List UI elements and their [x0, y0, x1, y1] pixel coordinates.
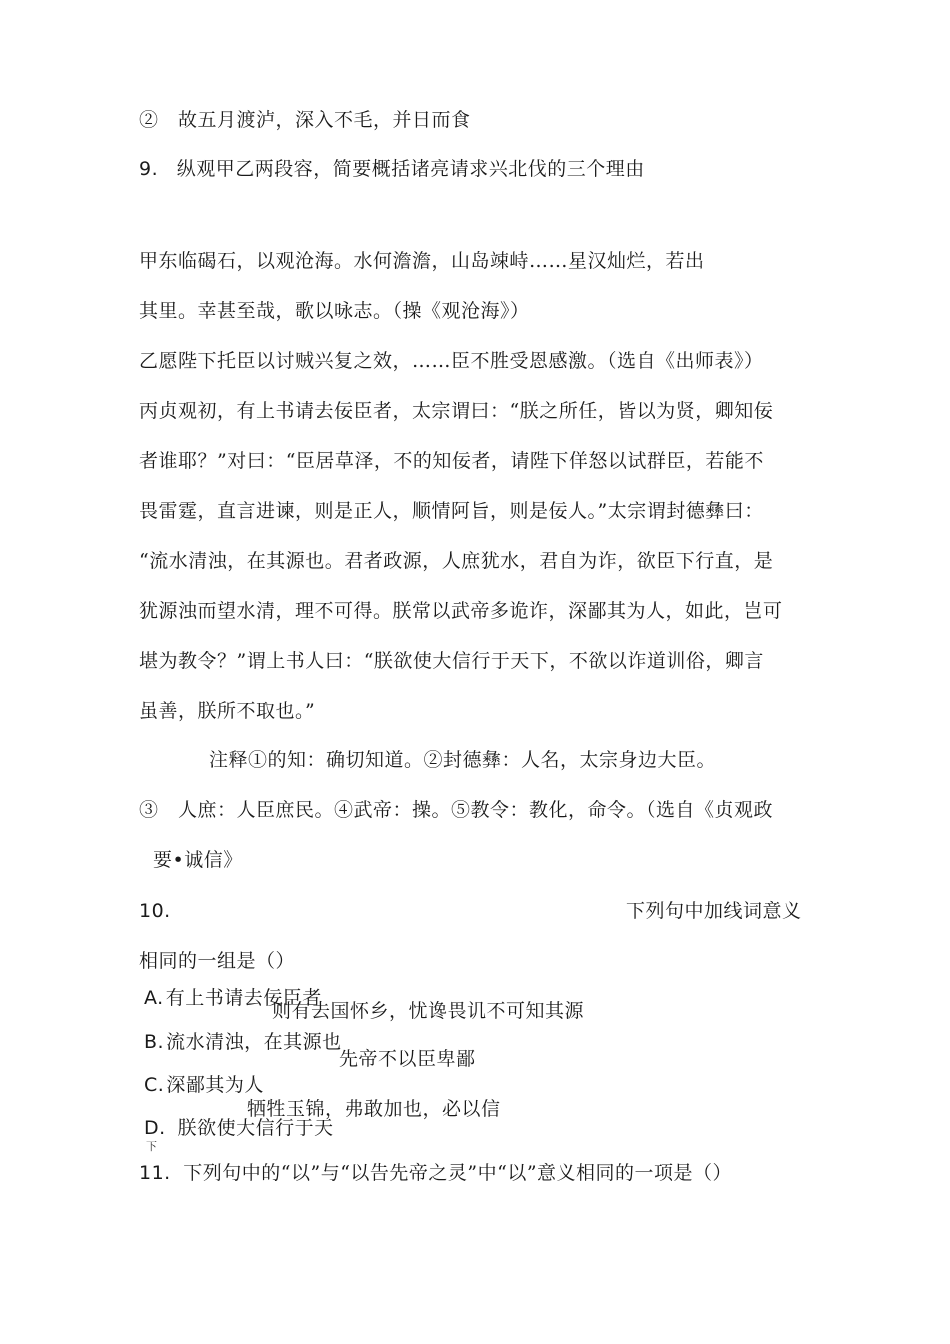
question-10-text-a: 下列句中加线词意义 [626, 900, 802, 922]
question-11-number: 11. [139, 1162, 171, 1184]
question-10-number: 10. [139, 900, 171, 922]
option-b [144, 1030, 342, 1054]
question-9-text: 纵观甲乙两段容，简要概括诸亮请求兴北伐的三个理由 [176, 158, 645, 180]
option-b-text: 流水清浊，在其源也 [166, 1031, 342, 1053]
option-c [144, 1073, 264, 1097]
option-a-pair: 则有去国怀乡，忧谗畏讥不可知其源 [272, 1000, 585, 1022]
passage-bing-line-2: 者谁耶？”对曰：“臣居草泽，不的知佞者，请陛下佯怒以试群臣，若能不 [139, 450, 764, 472]
passage-bing-line-7: 虽善，朕所不取也。” [139, 700, 316, 722]
passage-bing-line-1: 丙贞观初，有上书请去佞臣者，太宗谓曰：“朕之所任，皆以为贤，卿知佞 [139, 400, 774, 422]
annotation-line-1: 注释①的知：确切知道。②封德彝：人名，太宗身边大臣。 [209, 749, 717, 771]
annotation-line-3: 要•诚信》 [153, 849, 243, 871]
passage-jia-line-1: 甲东临碣石，以观沧海。水何澹澹，山岛竦峙……星汉灿烂，若出 [139, 250, 705, 272]
option-d-text: 朕欲使大信行于天 [177, 1117, 334, 1139]
question-9 [139, 157, 645, 181]
stray-mark: 下 [146, 1140, 157, 1153]
option-b-pair: 先帝不以臣卑鄙 [339, 1048, 476, 1070]
question-10-text-b: 相同的一组是（） [139, 950, 296, 972]
passage-yi-line-1: 乙愿陛下托臣以讨贼兴复之效，……臣不胜受恩感激。（选自《出师表》） [139, 350, 764, 372]
passage-bing-line-4: “流水清浊，在其源也。君者政源，人庶犹水，君自为诈，欲臣下行直，是 [139, 550, 774, 572]
passage-jia-line-2: 其里。幸甚至哉，歌以咏志。（操《观沧海》） [139, 300, 530, 322]
passage-bing-line-5: 犹源浊而望水清，理不可得。朕常以武帝多诡诈，深鄙其为人，如此，岂可 [139, 600, 783, 622]
option-c-pair: 牺牲玉锦，弗敢加也，必以信 [247, 1098, 501, 1120]
option-c-text: 深鄙其为人 [166, 1074, 264, 1096]
option-a-label: A. [144, 987, 164, 1009]
annotation-line-2: ③ 人庶：人臣庶民。④武帝：操。⑤教令：教化，命令。（选自《贞观政 [139, 799, 774, 821]
question-11 [139, 1161, 732, 1185]
passage-bing-line-3: 畏雷霆，直言进谏，则是正人，顺情阿旨，则是佞人。”太宗谓封德彝曰： [139, 500, 764, 522]
sentence-2-line: ② 故五月渡泸，深入不毛，并日而食 [139, 109, 471, 131]
option-b-label: B. [144, 1031, 165, 1053]
option-c-label: C. [144, 1074, 165, 1096]
question-11-text: 下列句中的“以”与“以告先帝之灵”中“以”意义相同的一项是（） [183, 1162, 733, 1184]
option-a-text: 有上书请去佞臣者 [165, 987, 322, 1009]
option-d [144, 1116, 334, 1140]
passage-bing-line-6: 堪为教令？”谓上书人曰：“朕欲使大信行于天下，不欲以诈道训俗，卿言 [139, 650, 764, 672]
question-9-number: 9. [139, 158, 159, 180]
option-d-label: D. [144, 1117, 166, 1139]
